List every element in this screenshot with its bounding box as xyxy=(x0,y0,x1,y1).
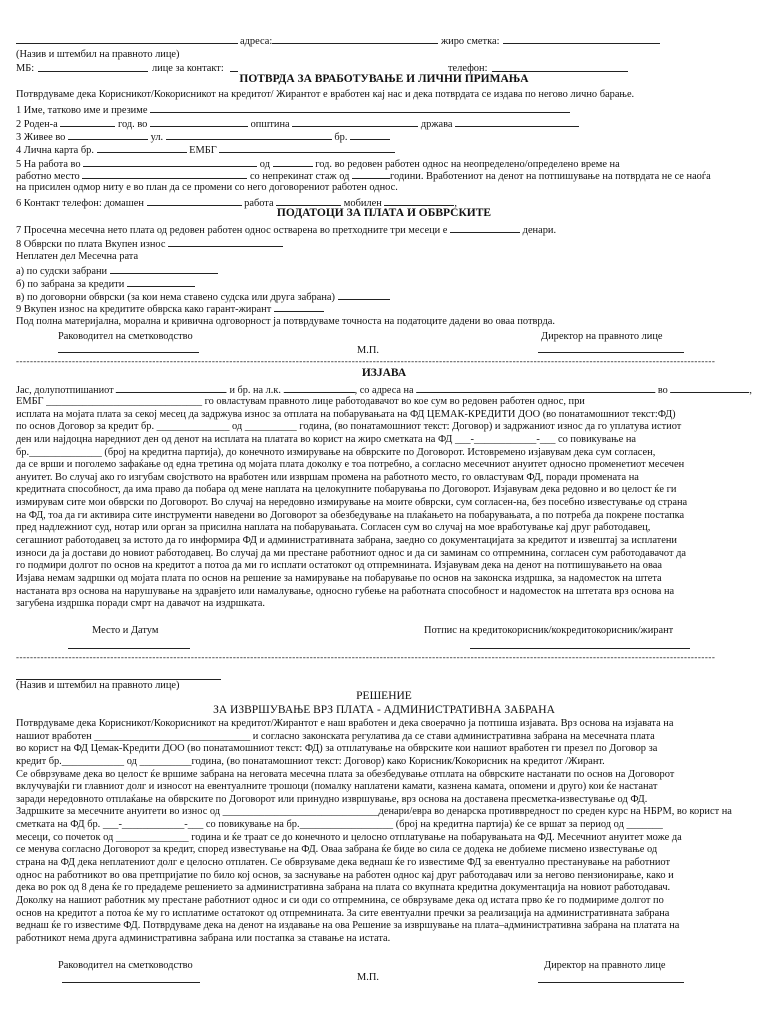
item-a-court: а) по судски забрани xyxy=(16,264,218,279)
confirmation-title: ПОТВРДА ЗА ВРАБОТУВАЊЕ И ЛИЧНИ ПРИМАЊА xyxy=(239,73,529,85)
item-3-lives: 3 Живее во ул. бр. xyxy=(16,130,390,145)
decision-body: Потврдуваме дека Корисникот/Кокорисникот на кредитот/Жирантот е наш вработен и дека своерачно ја потпиша изјавата. Врз основа на изјавата на нашиот вработен ______________________________ и согласно законската регулатива да се стави административна забрана на месечната плата во корист на ФД Цемак-Кредити ДОО (во понатамошниот текст: ФД) за отплатување на обврските кои нашиот вработен ги презел по Договор за кредит бр.____________ од __________година, (во понатамошниот текст: Договор) како Корисник/Кокорисник на кредитот /Жирант. Се обврзуваме дека во целост ќе вршиме забрана на неговата месечна плата за обезбедување отплата на обврските настанати по основ на Договорот вклучувајќи ги главниот долг и износот на евентуалните трошоци (помалку наплатени камати, казнена камата, опомени и друго) кои ќе настанат заради нередовното отплаќање на обврските по Договорот или принудно извршување, врз основа на доставена пресметка-известување од ФД. Задршките за месечните ануитети во износ од ______________________________денари/евра во денарска противвредност по среден курс на НБРМ, во корист на сметката на ФД бр. ___-____________-___ со повикување на бр.__________________ (број на кредитна партија) ќе се вршат за период од _______ месеци, со почеток од ______________ година и ќе траат се до конечното и целосно отплатување на побарувањата на ФД. Месечниот ануитет може да се менува согласно Договорот за кредит, според известување на ФД. Оваа забрана ќе биде во сила се додека не добиеме писмено известување од страна на ФД дека неплатениот долг е целосно отплатен. Се обврзуваме дека веднаш ќе го известиме ФД за евентуално престанување на работниот однос на работникот во ова претпријатие по било кој основ, за заснување на работен однос кај друг работодавач или за негово пензионирање, како и дека во рок од 8 дена ќе го предадеме решението за административна забрана на плата со вкупната кредитна документација на новиот работодавач. Доколку на нашиот работник му престане работниот однос и си оди со отпремнина, се обврзуваме дека од истата прво ќе го подмириме долгот по основ на кредитот а потоа ќе му го исплатиме остатокот од отпремнината. За сите евентуални пречки за реализација на административната забрана веднаш ќе го известиме ФД. Потврдуваме дека на денот на издавање на ова Решение за извршување на плата–административна забрана на платата на работникот нема друга административна забрана или постапка за ставање на истата. xyxy=(16,718,732,944)
item-5-line-2: работно место со непрекинат стаж од години. Вработениот на денот на потпишување на потврдата не се наоѓа xyxy=(16,171,711,182)
decision-title: РЕШЕНИЕ xyxy=(356,690,412,702)
item-5-line-1: 5 На работа во од год. во редовен работен однос на неопределено/определено време на xyxy=(16,159,620,170)
giro-account-line[interactable] xyxy=(503,43,660,44)
entity-name-caption: (Назив и штембил на правното лице) xyxy=(16,49,180,60)
decision-director-label: Директор на правното лице xyxy=(544,960,666,971)
borrower-signature-label: Потпис на кредитокорисник/кокредитокорисник/жирант xyxy=(424,625,674,636)
decision-stamp-mp: М.П. xyxy=(357,972,379,983)
place-date-label: Место и Датум xyxy=(92,625,159,636)
decision-subtitle: ЗА ИЗВРШУВАЊЕ ВРЗ ПЛАТА - АДМИНИСТРАТИВНА ЗАБРАНА xyxy=(213,704,555,716)
phone-label: телефон: xyxy=(448,63,488,74)
director-label: Директор на правното лице xyxy=(541,331,663,342)
confirmation-intro: Потврдуваме дека Корисникот/Кокорисникот на кредитот/ Жирантот е вработен кај нас и дека потврдата се издава по негово лично барање. xyxy=(16,89,635,100)
item-5-line-3: на присилен одмор ниту е во план да се промени со него договорениот работен однос. xyxy=(16,182,398,193)
item-6-phones: 6 Контакт телефон: домашен работа мобилен , xyxy=(16,198,457,209)
entity-name-line[interactable] xyxy=(16,43,238,44)
decision-accounting-head-label: Раководител на сметководство xyxy=(58,960,193,971)
contact-person-label: лице за контакт: xyxy=(152,63,224,74)
accounting-head-signature-line[interactable] xyxy=(58,352,199,353)
item-v-contract: в) по договорни обврски (за кои нема ставено судска или друга забрана) xyxy=(16,290,390,305)
contact-person-line[interactable] xyxy=(230,71,238,72)
statement-title: ИЗЈАВА xyxy=(361,367,407,379)
item-b-credit: б) по забрана за кредити xyxy=(16,277,195,292)
unpaid-monthly-header: Неплатен дел Месечна рата xyxy=(16,251,139,262)
borrower-signature-line[interactable] xyxy=(470,648,690,649)
address-label: адреса: xyxy=(240,36,273,47)
item-2-born: 2 Роден-а год. во општина држава xyxy=(16,117,579,132)
place-date-line[interactable] xyxy=(68,648,190,649)
address-line[interactable] xyxy=(272,43,438,44)
decision-entity-caption: (Назив и штембил на правното лице) xyxy=(16,680,180,691)
item-8-obligations: 8 Обврски по плата Вкупен износ xyxy=(16,237,283,252)
decision-director-signature-line[interactable] xyxy=(538,982,684,983)
mb-line[interactable] xyxy=(38,71,148,72)
liability-statement: Под полна материјална, морална и кривична одговорност ја потврдуваме точноста на податоците дадени во оваа потврда. xyxy=(16,316,555,327)
decision-accounting-signature-line[interactable] xyxy=(62,982,200,983)
statement-body: ЕМБГ ______________________________ го овластувам правното лице работодавачот во кое сум во редовен работен однос, при исплата на мојата плата за секој месец да задржува износ за отплата на побарувањата на ФД ЦЕМАК-КРЕДИТИ ДОО (во понатамошниот текст:ФД) по основ Договор за кредит бр. ______________ од __________ година, (во понатамошниот текст: Договор) и задржаниот износ да го уплатува истиот ден или најдоцна наредниот ден од денот на исплата на платата во корист на жиро сметката на ФД ___-____________-___ со повикување на бр.______________ (број на кредитна партија), до конечното измирување на обврските по Договорот. Истовремено изјавувам дека сум согласен, да се врши и поголемо зафаќање од една третина од мојата плата доколку е тоа потребно, а согласно месечниот ануитет односно променетиот месечен ануитет. Во случај ако го изгубам својството на вработен или извршам промена на работното место, го овластувам ФД, поради промената на кредитната способност, да има право да побара од мене наплата на целокупните побарувања по Договорот. Изјавувам дека редовно и во целост ќе ги измирувам сите мои обврски по Договорот. Во случај на нередовно измирување на моите обврски, сум согласен-на, без посебно известување од страна на ФД, тоа да ги активира сите инструменти наведени во Договорот за обезбедување на плаќањето на побарувањата, а по потреба да покрене постапка пред надлежниот суд, нотар или орган за присилна наплата на побарувањата. Согласен сум во случај на мое вработување кај друг работодавец, сегашниот работодавец за истото да го информира ФД и административната забрана, заедно со документацијата за кредитот и извештај за исплатени износи да ја достави до новиот работодавец. Во случај да ми престане работниот однос и да си заминам со отпремнина, согласен сум работодавачот да го подмири долгот по основ на кредитот а потоа да ми го исплати остатокот од отпремнината. Изјавувам дека на денот на потпишувањето на оваа Изјава немам задршки од мојата плата по основ на решение за намирување на побарување по основ на законска издршка, за надоместок на штета настаната врз основа на нарушување на здравјето или намалување, односно губење на работната способност и надоместок на штетата врз основа на загубена издршка поради смрт на давачот на издршката. xyxy=(16,396,688,610)
separator-2: -------------------------------------------------------------------------------------------------------------------------------------------------------------------------------------------------------- xyxy=(16,652,716,662)
item-1-name: 1 Име, татково име и презиме xyxy=(16,103,570,118)
accounting-head-label: Раководител на сметководство xyxy=(58,331,193,342)
giro-account-label: жиро сметка: xyxy=(441,36,500,47)
item-4-id: 4 Лична карта бр. ЕМБГ xyxy=(16,143,395,158)
statement-line-1: Јас, долупотпишаниот и бр. на л.к. , со адреса на во , xyxy=(16,385,752,396)
item-7-salary: 7 Просечна месечна нето плата од редовен работен однос остварена во претходните три месеци е денари. xyxy=(16,225,557,236)
director-signature-line[interactable] xyxy=(538,352,684,353)
separator-1: -------------------------------------------------------------------------------------------------------------------------------------------------------------------------------------------------------- xyxy=(16,356,716,366)
item-9-guarantor: 9 Вкупен износ на кредитите обврска како гарант-жирант xyxy=(16,302,324,317)
mb-label: МБ: xyxy=(16,63,35,74)
phone-line[interactable] xyxy=(492,71,628,72)
stamp-mp: М.П. xyxy=(357,345,379,356)
salary-section-title: ПОДАТОЦИ ЗА ПЛАТА И ОБВРСКИТЕ xyxy=(276,207,492,219)
